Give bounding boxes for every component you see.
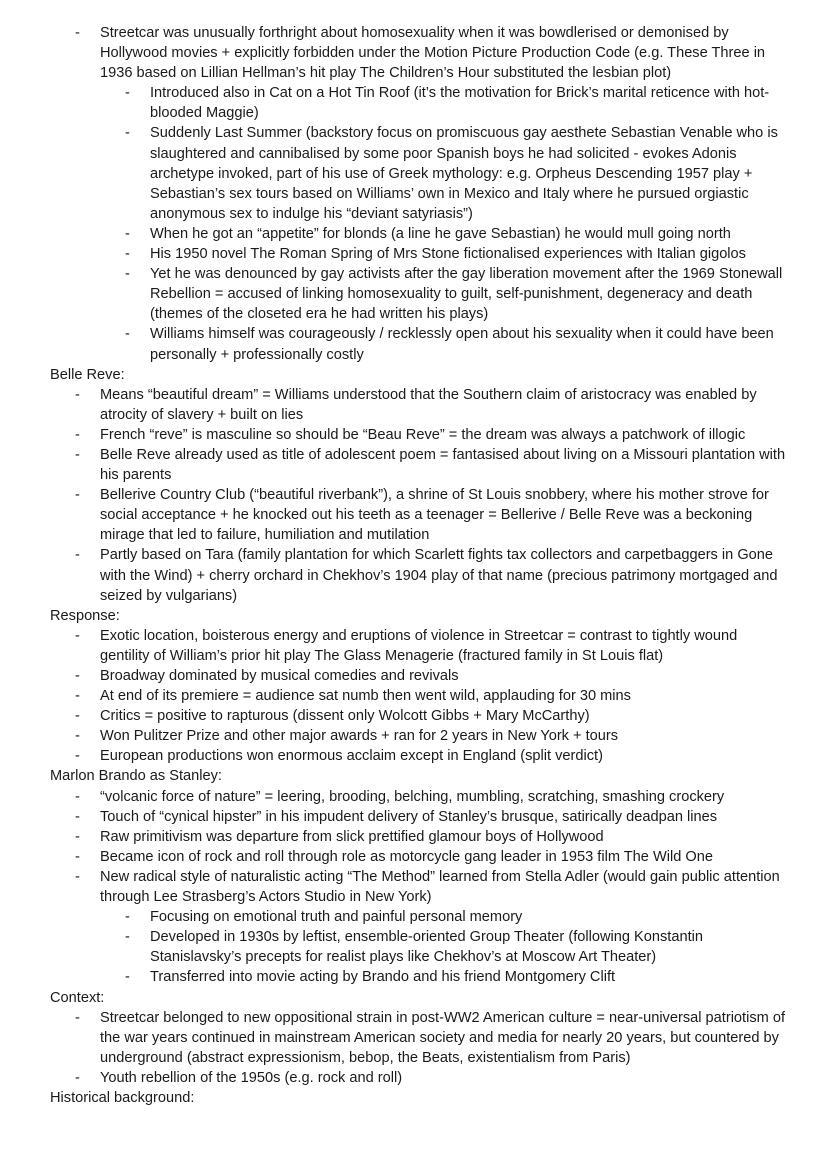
dash-bullet-icon: - <box>125 246 130 263</box>
dash-bullet-icon: - <box>75 808 80 825</box>
list-item-text: Raw primitivism was departure from slick prettified glamour boys of Hollywood <box>100 828 604 845</box>
dash-bullet-icon: - <box>75 1009 80 1026</box>
dash-bullet-icon: - <box>75 668 80 684</box>
document-body <box>50 23 790 1108</box>
section-heading: Historical background: <box>50 1089 195 1106</box>
list-item-text: Streetcar belonged to new oppositional strain in post-WW2 American culture = near-universal patriotism of the war years continued in mainstream American society and media for nearly 20 years, but countered by underground (abstract expressionism, bebop, the Beats, existentialism from Paris) <box>100 1009 786 1066</box>
section <box>50 606 790 767</box>
dash-bullet-icon: - <box>75 426 80 443</box>
bullet-list <box>50 787 790 988</box>
section-heading: Response: <box>50 607 120 624</box>
list-item-text: Means “beautiful dream” = Williams understood that the Southern claim of aristocracy was enabled by atrocity of slavery + built on lies <box>100 386 757 423</box>
section-heading: Context: <box>50 989 105 1006</box>
nested-list-item-text: Williams himself was courageously / recklessly open about his sexuality when it could have been personally + professionally costly <box>150 326 774 363</box>
dash-bullet-icon: - <box>125 125 130 142</box>
list-item <box>50 445 790 485</box>
nested-bullet-list <box>100 907 790 987</box>
dash-bullet-icon: - <box>125 225 130 242</box>
list-item-text: Won Pulitzer Prize and other major awards + ran for 2 years in New York + tours <box>100 728 619 745</box>
list-item <box>50 867 790 988</box>
dash-bullet-icon: - <box>75 547 80 564</box>
nested-list-item <box>100 927 790 967</box>
dash-bullet-icon: - <box>125 85 130 102</box>
list-item-text: Critics = positive to rapturous (dissent only Wolcott Gibbs + Mary McCarthy) <box>100 708 590 725</box>
list-item-text: European productions won enormous acclaim except in England (split verdict) <box>100 748 603 765</box>
list-item <box>50 23 790 365</box>
dash-bullet-icon: - <box>75 728 80 745</box>
section <box>50 766 790 987</box>
section-heading: Belle Reve: <box>50 366 125 383</box>
dash-bullet-icon: - <box>75 487 80 504</box>
section <box>50 23 790 365</box>
dash-bullet-icon: - <box>75 25 80 41</box>
dash-bullet-icon: - <box>75 386 80 403</box>
list-item <box>50 1008 790 1068</box>
nested-list-item-text: Yet he was denounced by gay activists after the gay liberation movement after the 1969 Stonewall Rebellion = accused of linking homosexuality to guilt, self-punishment, degeneracy and death (themes of the closeted era he had written his plays) <box>150 266 783 323</box>
list-item <box>50 1068 790 1088</box>
list-item <box>50 787 790 807</box>
nested-list-item <box>100 123 790 223</box>
list-item <box>50 425 790 445</box>
nested-list-item-text: Introduced also in Cat on a Hot Tin Roof (it’s the motivation for Brick’s marital reticence with hot-blooded Maggie) <box>150 85 770 122</box>
list-item <box>50 666 790 686</box>
list-item <box>50 827 790 847</box>
nested-list-item-text: His 1950 novel The Roman Spring of Mrs Stone fictionalised experiences with Italian gigolos <box>150 246 746 263</box>
bullet-list <box>50 1008 790 1088</box>
dash-bullet-icon: - <box>125 969 130 986</box>
list-item-text: Broadway dominated by musical comedies and revivals <box>100 668 459 684</box>
list-item-text: At end of its premiere = audience sat numb then went wild, applauding for 30 mins <box>100 688 631 705</box>
nested-list-item <box>100 907 790 927</box>
nested-list-item <box>100 967 790 987</box>
list-item <box>50 385 790 425</box>
bullet-list <box>50 626 790 767</box>
list-item <box>50 847 790 867</box>
list-item-text: Belle Reve already used as title of adolescent poem = fantasised about living on a Missouri plantation with his parents <box>100 446 786 484</box>
dash-bullet-icon: - <box>125 326 130 343</box>
dash-bullet-icon: - <box>75 708 80 725</box>
nested-list-item <box>100 244 790 264</box>
dash-bullet-icon: - <box>75 828 80 845</box>
dash-bullet-icon: - <box>75 788 80 805</box>
list-item-text: “volcanic force of nature” = leering, brooding, belching, mumbling, scratching, smashing crockery <box>100 788 725 805</box>
section <box>50 988 790 1088</box>
list-item-text: New radical style of naturalistic acting “The Method” learned from Stella Adler (would gain public attention through Lee Strasberg’s Actors Studio in New York) <box>100 868 780 906</box>
dash-bullet-icon: - <box>75 627 80 644</box>
nested-list-item <box>100 264 790 324</box>
list-item <box>50 726 790 746</box>
dash-bullet-icon: - <box>75 868 80 885</box>
section <box>50 1088 790 1108</box>
nested-list-item <box>100 83 790 123</box>
list-item-text: Youth rebellion of the 1950s (e.g. rock and roll) <box>100 1069 403 1086</box>
list-item <box>50 686 790 706</box>
dash-bullet-icon: - <box>75 848 80 865</box>
list-item-text: Bellerive Country Club (“beautiful riverbank”), a shrine of St Louis snobbery, where his mother strove for social acceptance + he knocked out his teeth as a teenager = Bellerive / Belle Reve was a beckoning mirage that led to failure, humiliation and mutilation <box>100 487 769 544</box>
list-item-text: Touch of “cynical hipster” in his impudent delivery of Stanley’s brusque, satirically deadpan lines <box>100 808 718 825</box>
nested-list-item-text: Developed in 1930s by leftist, ensemble-oriented Group Theater (following Konstantin Stanislavsky’s precepts for realist plays like Chekhov’s at Moscow Art Theater) <box>150 929 703 966</box>
nested-list-item <box>100 224 790 244</box>
list-item <box>50 807 790 827</box>
bullet-list <box>50 385 790 606</box>
list-item <box>50 545 790 605</box>
list-item-text: Exotic location, boisterous energy and eruptions of violence in Streetcar = contrast to tightly wound gentility of William’s prior hit play The Glass Menagerie (fractured family in St Louis flat) <box>100 627 738 664</box>
nested-list-item-text: Transferred into movie acting by Brando and his friend Montgomery Clift <box>150 969 616 986</box>
nested-list-item <box>100 324 790 364</box>
list-item <box>50 626 790 666</box>
list-item <box>50 485 790 545</box>
list-item <box>50 746 790 766</box>
list-item-text: Streetcar was unusually forthright about homosexuality when it was bowdlerised or demonised by Hollywood movies + explicitly forbidden under the Motion Picture Production Code (e.g. These Three in 1936 based on Lillian Hellman’s hit play The Children’s Hour substituted the lesbian plot) <box>100 25 766 82</box>
nested-list-item-text: When he got an “appetite” for blonds (a line he gave Sebastian) he would mull going north <box>150 225 731 242</box>
dash-bullet-icon: - <box>125 266 130 283</box>
nested-list-item-text: Suddenly Last Summer (backstory focus on promiscuous gay aesthete Sebastian Venable who is slaughtered and cannibalised by some poor Spanish boys he had solicited - evokes Adonis archetype invoked, part of his use of Greek mythology: e.g. Orpheus Descending 1957 play + Sebastian’s sex tours based on Williams’ own in Mexico and Italy where he pursued orgiastic anonymous sex to indulge his “deviant satyriasis”) <box>150 125 778 222</box>
dash-bullet-icon: - <box>125 909 130 926</box>
list-item <box>50 706 790 726</box>
list-item-text: Partly based on Tara (family plantation for which Scarlett fights tax collectors and carpetbaggers in Gone with the Wind) + cherry orchard in Chekhov’s 1904 play of that name (precious patrimony mortgaged and seized by vulgarians) <box>100 547 778 604</box>
nested-bullet-list <box>100 83 790 364</box>
nested-list-item-text: Focusing on emotional truth and painful personal memory <box>150 909 523 926</box>
list-item-text: French “reve” is masculine so should be “Beau Reve” = the dream was always a patchwork of illogic <box>100 426 746 443</box>
section <box>50 365 790 606</box>
bullet-list <box>50 23 790 365</box>
dash-bullet-icon: - <box>75 1069 80 1086</box>
dash-bullet-icon: - <box>125 929 130 946</box>
section-heading: Marlon Brando as Stanley: <box>50 768 222 785</box>
dash-bullet-icon: - <box>75 688 80 705</box>
list-item-text: Became icon of rock and roll through role as motorcycle gang leader in 1953 film The Wild One <box>100 848 713 865</box>
dash-bullet-icon: - <box>75 748 80 765</box>
dash-bullet-icon: - <box>75 446 80 463</box>
